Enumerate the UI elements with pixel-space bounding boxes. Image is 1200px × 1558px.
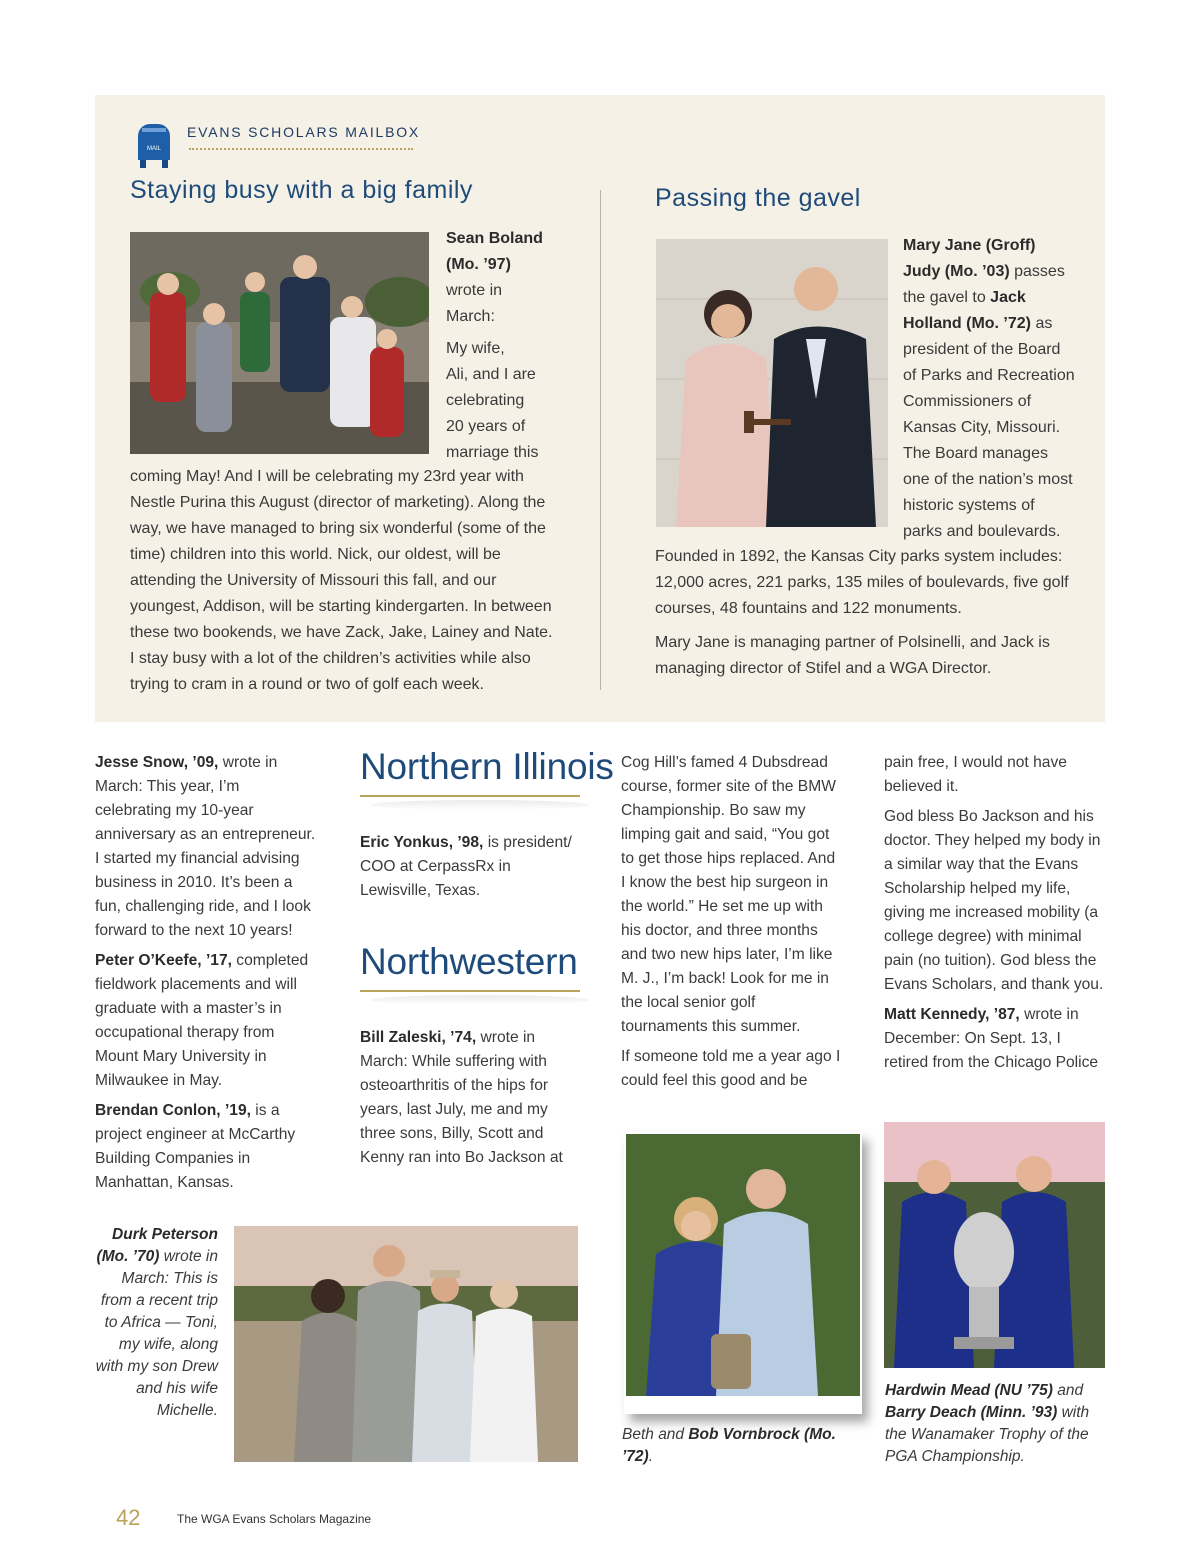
entry-bill-zaleski: [360, 1026, 570, 1176]
intro-line: parks and boulevards.: [903, 523, 1061, 540]
intro-line: Sean Boland: [446, 230, 543, 247]
note-entry: Jesse Snow, ’09, wrote in March: This year, I’m celebrating my 10-year anniversary as an entrepreneur. I started my financial advising business in 2010. It’s been a fun, challenging ride, and I look forward to the next 10 years!: [95, 754, 316, 939]
intro-line: (Mo. ’97): [446, 256, 511, 273]
note-entry: Peter O’Keefe, ’17, completed fieldwork placements and will graduate with a master’s in occupational therapy from Mount Mary University in Milwaukee in May.: [95, 952, 309, 1089]
wanamaker-trophy-photo: [884, 1122, 1105, 1368]
page-number: 42: [116, 1505, 141, 1530]
left-article-title: Staying busy with a big family: [130, 176, 473, 204]
vornbrock-photo: [626, 1134, 860, 1396]
intro-line: Judy (Mo. ’03) passes: [903, 263, 1065, 280]
caption-durk-peterson: Durk Peterson (Mo. ’70) wrote in March: This is from a recent trip to Africa — Toni, my wife, along with my son Drew and his wife Michelle.: [95, 1226, 218, 1419]
left-article-intro: [446, 226, 556, 466]
intro-line: March:: [446, 308, 495, 325]
note-entry: Bill Zaleski, ’74, wrote in March: While suffering with osteoarthritis of the hips for years, last July, me and my three sons, Billy, Scott and Kenny ran into Bo Jackson at: [360, 1029, 563, 1166]
intro-line: Holland (Mo. ’72) as: [903, 315, 1053, 332]
body-line: 20 years of: [446, 418, 526, 435]
column-divider: [600, 190, 601, 690]
parks-paragraph: Founded in 1892, the Kansas City parks system includes: 12,000 acres, 221 parks, 135 miles of boulevards, five golf courses, 48 fountains and 122 monuments.: [655, 548, 1069, 617]
region-rule-shadow: [370, 800, 590, 810]
continued-paragraph: pain free, I would not have believed it.: [884, 754, 1067, 795]
intro-line: the gavel to Jack: [903, 289, 1026, 306]
mailbox-header: EVANS SCHOLARS MAILBOX: [187, 124, 421, 140]
body-line: My wife,: [446, 340, 505, 357]
region-rule-shadow: [370, 995, 590, 1005]
body-line: marriage this: [446, 444, 539, 461]
header-dotted-rule: [189, 148, 413, 150]
family-photo: [130, 232, 429, 454]
mailbox-icon: [136, 118, 172, 168]
mailbox-icon-label: MAIL: [146, 146, 162, 152]
region-heading-northern-illinois: Northern Illinois: [360, 746, 614, 787]
intro-line: president of the Board: [903, 341, 1061, 358]
closing-paragraph: Mary Jane is managing partner of Polsinelli, and Jack is managing director of Stifel and a WGA Director.: [655, 634, 1050, 677]
intro-line: Mary Jane (Groff): [903, 237, 1036, 254]
intro-line: of Parks and Recreation: [903, 367, 1075, 384]
continued-paragraph: If someone told me a year ago I could feel this good and be: [621, 1048, 841, 1089]
caption-vornbrock: Beth and Bob Vornbrock (Mo. ’72).: [622, 1426, 836, 1465]
intro-line: Kansas City, Missouri.: [903, 419, 1061, 436]
column-3: [621, 751, 843, 1099]
column-4: [884, 751, 1106, 1081]
note-entry: Matt Kennedy, ’87, wrote in December: On Sept. 13, I retired from the Chicago Police: [884, 1006, 1099, 1071]
right-article-title: Passing the gavel: [655, 184, 861, 212]
intro-line: Commissioners of: [903, 393, 1032, 410]
body-line: celebrating: [446, 392, 525, 409]
right-article-body: [655, 544, 1080, 682]
continued-paragraph: Cog Hill’s famed 4 Dubsdread course, former site of the BMW Championship. Bo saw my limping gait and said, “You got to get those hips replaced. And I know the best hip surgeon in the world.” He set me up with his doctor, and three months and two new hips later, I’m like M. J., I’m back! Look for me in the local senior golf tournaments this summer.: [621, 754, 836, 1035]
region-rule: [360, 990, 580, 992]
left-article-body: coming May! And I will be celebrating my 23rd year with Nestle Purina this August (director of marketing). Along the way, we have managed to bring six wonderful (some of the time) children into this world. Nick, our oldest, will be attending the University of Missouri this fall, and our youngest, Addison, will be starting kindergarten. In between these two bookends, we have Zack, Jake, Lainey and Nate. I stay busy with a lot of the children’s activities while also trying to cram in a round or two of golf each week.: [130, 468, 553, 693]
continued-paragraph: God bless Bo Jackson and his doctor. They helped my body in a similar way that the Evans Scholarship helped my life, giving me increased mobility (a college degree) with minimal pain (no tuition). God bless the Evans Scholars, and thank you.: [884, 808, 1104, 993]
entry-eric-yonkus: [360, 831, 585, 909]
intro-line: one of the nation’s most: [903, 471, 1073, 488]
body-line: Ali, and I are: [446, 366, 536, 383]
gavel-photo: [656, 239, 888, 527]
column-1: [95, 751, 320, 1201]
right-article-intro: [903, 233, 1093, 545]
africa-trip-photo: [234, 1226, 578, 1462]
vornbrock-photo-frame: [624, 1132, 862, 1414]
intro-line: The Board manages: [903, 445, 1048, 462]
magazine-title: The WGA Evans Scholars Magazine: [177, 1512, 372, 1526]
region-rule: [360, 795, 580, 797]
intro-line: historic systems of: [903, 497, 1035, 514]
note-entry: Eric Yonkus, ’98, is president/ COO at CerpassRx in Lewisville, Texas.: [360, 834, 572, 899]
region-heading-northwestern: Northwestern: [360, 941, 578, 982]
note-entry: Brendan Conlon, ’19, is a project engineer at McCarthy Building Companies in Manhattan, Kansas.: [95, 1102, 296, 1191]
intro-line: wrote in: [446, 282, 503, 299]
caption-mead-deach: Hardwin Mead (NU ’75) and Barry Deach (Minn. ’93) with the Wanamaker Trophy of the PGA Championship.: [885, 1382, 1090, 1465]
